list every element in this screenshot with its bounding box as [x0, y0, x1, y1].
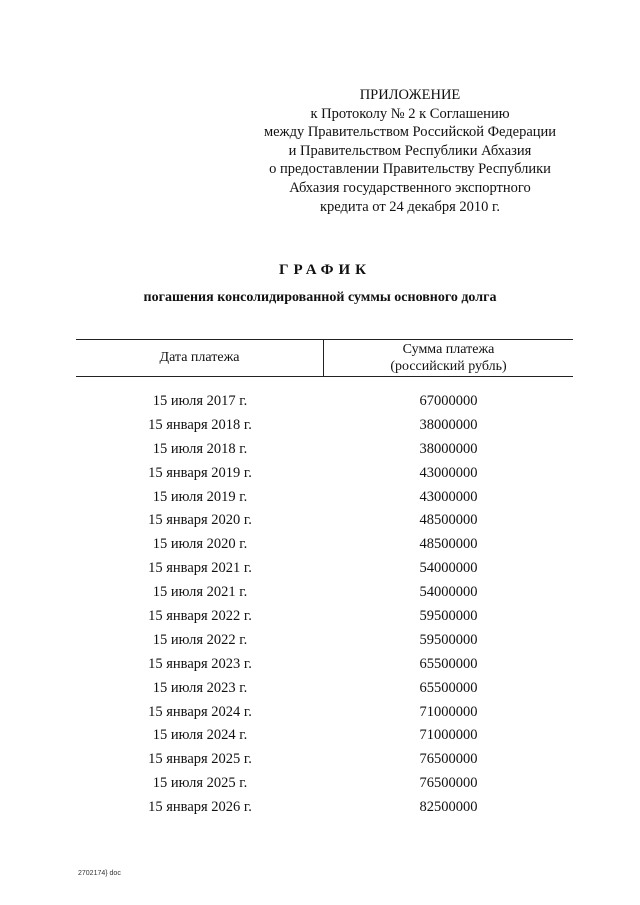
payment-amount: 48500000 [419, 536, 478, 553]
document-subtitle: погашения консолидированной суммы основного долга [143, 290, 497, 305]
payment-date: 15 июля 2024 г. [152, 727, 248, 744]
table-row [76, 632, 573, 656]
column-header-amount-label: Сумма платежа [402, 342, 495, 357]
annex-line: кредита от 24 декабря 2010 г. [320, 198, 500, 215]
column-header-amount-unit: (российский рубль) [390, 359, 507, 374]
payment-date: 15 января 2022 г. [148, 608, 252, 625]
table-row [76, 489, 573, 513]
annex-line: ПРИЛОЖЕНИЕ [359, 87, 461, 103]
payment-date: 15 июля 2021 г. [152, 584, 248, 601]
payment-date: 15 января 2021 г. [148, 560, 252, 577]
table-row [76, 775, 573, 799]
payment-date: 15 января 2025 г. [148, 751, 252, 768]
payment-amount: 82500000 [419, 799, 478, 816]
table-row [76, 608, 573, 632]
table-header [76, 339, 573, 377]
payment-date: 15 января 2026 г. [148, 799, 252, 816]
column-header-date-label: Дата платежа [159, 350, 240, 365]
payment-amount: 38000000 [419, 416, 478, 433]
annex-line: Абхазия государственного экспортного [289, 179, 531, 196]
payment-amount: 67000000 [419, 393, 478, 409]
payment-amount: 48500000 [419, 512, 478, 529]
payment-amount: 43000000 [419, 488, 478, 505]
payment-amount: 71000000 [419, 727, 478, 744]
table-row [76, 465, 573, 489]
payment-date: 15 января 2020 г. [148, 512, 252, 529]
table-row [76, 560, 573, 584]
annex-line: о предоставлении Правительству Республики [269, 161, 551, 178]
payment-amount: 65500000 [419, 655, 478, 672]
payment-amount: 54000000 [419, 560, 478, 577]
payment-amount: 43000000 [419, 464, 478, 481]
table-row [76, 512, 573, 536]
document-title: ГРАФИК [278, 262, 372, 278]
payment-date: 15 июля 2025 г. [152, 775, 248, 792]
annex-header [240, 86, 580, 216]
table-row [76, 799, 573, 823]
table-row [76, 417, 573, 441]
payment-amount: 38000000 [419, 440, 478, 457]
payment-date: 15 июля 2020 г. [152, 536, 248, 553]
annex-line: и Правительством Республики Абхазия [288, 142, 532, 159]
table-row [76, 704, 573, 728]
payment-amount: 59500000 [419, 631, 478, 648]
payment-amount: 54000000 [419, 584, 478, 601]
column-header-amount [324, 340, 573, 377]
table-row [76, 751, 573, 775]
table-row [76, 584, 573, 608]
table-row [76, 441, 573, 465]
table-row [76, 536, 573, 560]
document-file-reference: 2702174} doc [78, 870, 121, 877]
payment-date: 15 января 2019 г. [148, 464, 252, 481]
table-row [76, 727, 573, 751]
payment-amount: 59500000 [419, 608, 478, 625]
payment-amount: 76500000 [419, 751, 478, 768]
table-row [76, 656, 573, 680]
payment-amount: 71000000 [419, 703, 478, 720]
payment-schedule-rows [76, 393, 573, 823]
payment-date: 15 июля 2018 г. [152, 440, 248, 457]
payment-date: 15 июля 2019 г. [152, 488, 248, 505]
payment-date: 15 января 2024 г. [148, 703, 252, 720]
payment-date: 15 января 2023 г. [148, 655, 252, 672]
payment-date: 15 июля 2022 г. [152, 631, 248, 648]
payment-date: 15 июля 2023 г. [152, 679, 248, 696]
table-row [76, 680, 573, 704]
annex-line: к Протоколу № 2 к Соглашению [310, 105, 510, 122]
table-row [76, 393, 573, 417]
column-header-date [76, 340, 324, 376]
payment-amount: 65500000 [419, 679, 478, 696]
annex-line: между Правительством Российской Федерации [263, 124, 557, 141]
payment-date: 15 июля 2017 г. [152, 393, 248, 409]
payment-amount: 76500000 [419, 775, 478, 792]
payment-date: 15 января 2018 г. [148, 416, 252, 433]
